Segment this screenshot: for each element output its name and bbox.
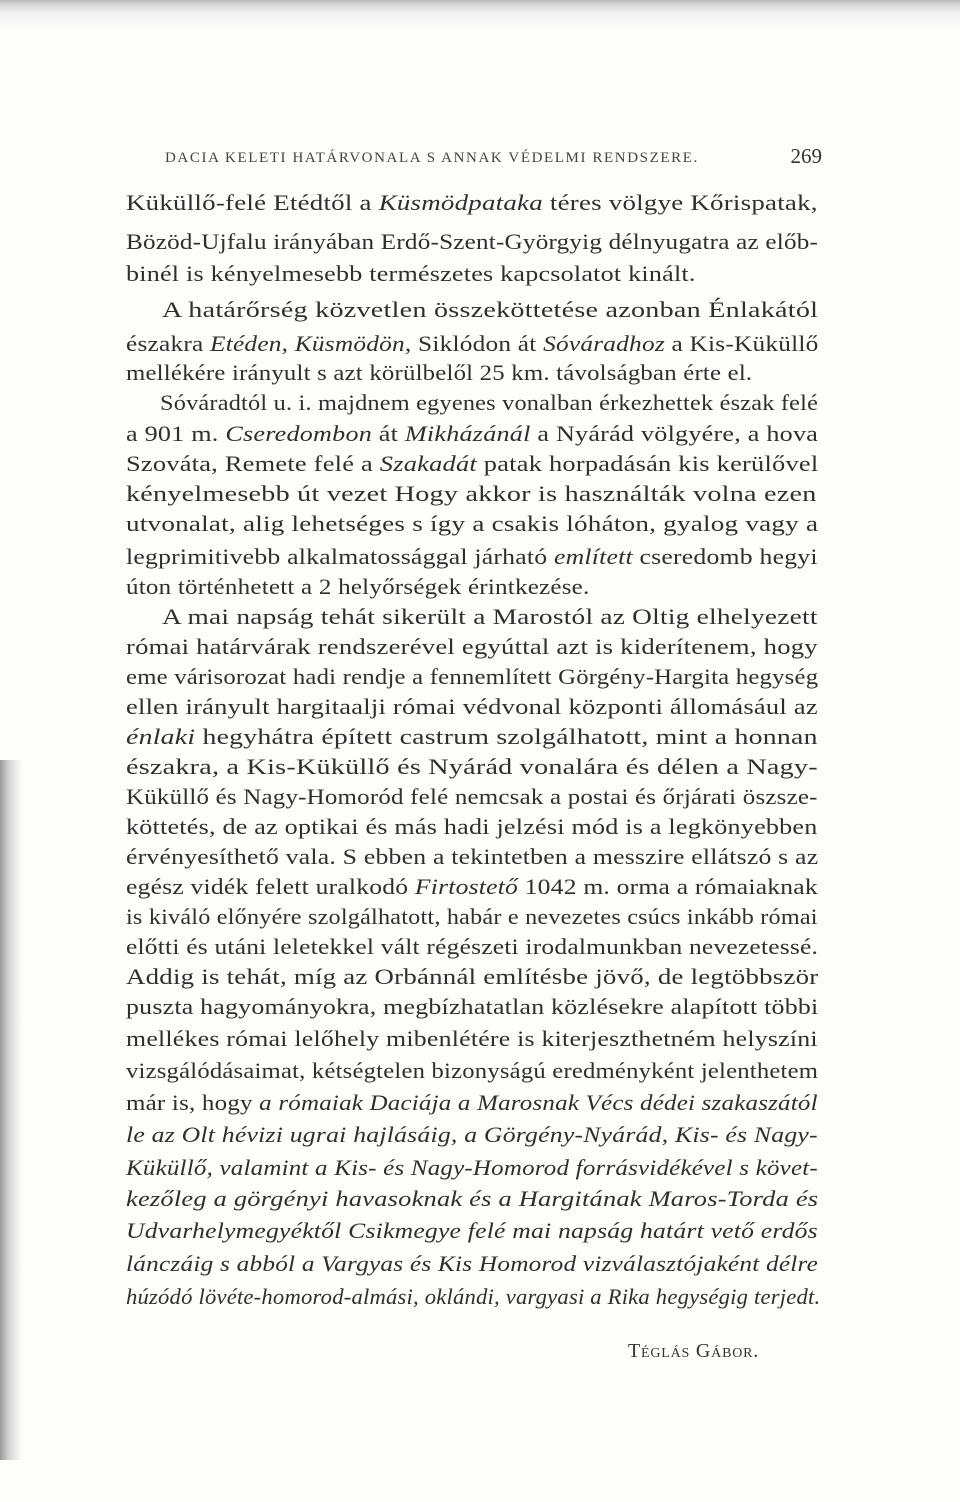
text-line: római határvárak rendszerével egyúttal azt is kiderítenem, hogy [126, 634, 818, 659]
text-line: énlaki hegyhátra épített castrum szolgálhatott, mint a honnan [126, 724, 818, 749]
text-line: A mai napság tehát sikerült a Marostól az Oltig elhelyezett [162, 604, 818, 629]
text-line: érvényesíthető vala. S ebben a tekintetben a messzire ellátszó s az [126, 844, 819, 869]
text-line: előtti és utáni leletekkel vált régészeti irodalmunkban nevezetessé. [126, 934, 819, 959]
text-line: Küküllő-felé Etédtől a Küsmödpataka téres völgye Kőrispatak, [126, 190, 818, 215]
text-line: mellékes római lelőhely mibenlétére is kiterjeszthetném helyszíni [126, 1026, 818, 1051]
text-line: is kiváló előnyére szolgálhatott, habár e nevezetes csúcs inkább római [126, 904, 818, 929]
text-line: Bözöd-Ujfalu irányában Erdő-Szent-Györgyig délnyugatra az előb- [126, 229, 819, 254]
text-line: Küküllő és Nagy-Homoród felé nemcsak a postai és őrjárati öszsze- [126, 784, 818, 809]
text-line: ellen irányult hargitaalji római védvonal központi állomásául az [126, 694, 818, 719]
text-line: eme várisorozat hadi rendje a fennemlített Görgény-Hargita hegység [126, 664, 819, 689]
text-line: a 901 m. Cseredombon át Mikházánál a Nyárád völgyére, a hova [126, 421, 819, 446]
text-line: lánczáig s abból a Vargyas és Kis Homorod vizválasztójaként délre [126, 1251, 819, 1276]
text-line: köttetés, de az optikai és más hadi jelzési mód is a legkönyebben [126, 814, 818, 839]
text-line: kezőleg a görgényi havasoknak és a Hargitának Maros-Torda és [126, 1186, 819, 1211]
scan-top-edge [0, 0, 960, 34]
text-line: legprimitivebb alkalmatossággal járható említett cseredomb hegyi [126, 544, 818, 569]
text-line: északra, a Kis-Küküllő és Nyárád vonalára és délen a Nagy- [126, 754, 818, 779]
text-line: puszta hagyományokra, megbízhatatlan közlésekre alapított többi [126, 994, 819, 1019]
text-line: Udvarhelymegyéktől Csikmegye felé mai napság határt vető erdős [126, 1218, 818, 1243]
text-line: Sóváradtól u. i. majdnem egyenes vonalban érkezhettek észak felé [160, 390, 819, 415]
text-line: már is, hogy a rómaiak Daciája a Marosnak Vécs dédei szakaszától [126, 1090, 818, 1115]
running-head: DACIA KELETI HATÁRVONALA S ANNAK VÉDELMI RENDSZERE. [165, 150, 699, 166]
text-line: le az Olt hévizi ugrai hajlásáig, a Görgény-Nyárád, Kis- és Nagy- [126, 1122, 818, 1147]
author-signature: Téglás Gábor. [628, 1340, 760, 1362]
text-line: binél is kényelmesebb természetes kapcsolatot kinált. [126, 261, 696, 286]
text-line: mellékére irányult s azt körülbelől 25 km. távolságban érte el. [126, 360, 753, 385]
text-line: vizsgálódásaimat, kétségtelen bizonyságú eredményként jelenthetem [126, 1058, 819, 1083]
text-line: Küküllő, valamint a Kis- és Nagy-Homorod forrásvidékével s követ- [126, 1155, 818, 1180]
text-line: északra Etéden, Küsmödön, Siklódon át Sóváradhoz a Kis-Küküllő [126, 331, 819, 356]
page-number: 269 [790, 144, 822, 168]
text-line: Szováta, Remete felé a Szakadát patak horpadásán kis kerülővel [126, 451, 819, 476]
text-line: úton történhetett a 2 helyőrségek érintkezése. [126, 574, 590, 599]
text-line: húzódó lövéte-homorod-almási, oklándi, vargyasi a Rika hegységig terjedt. [126, 1284, 821, 1309]
text-line: utvonalat, alig lehetséges s így a csakis lóháton, gyalog vagy a [126, 511, 819, 536]
text-line: A határőrség közvetlen összeköttetése azonban Énlakától [162, 297, 819, 322]
text-line: Addig is tehát, míg az Orbánnál említésbe jövő, de legtöbbször [126, 964, 819, 989]
scan-left-edge [0, 760, 22, 1460]
text-line: egész vidék felett uralkodó Firtostető 1042 m. orma a rómaiaknak [126, 874, 818, 899]
text-line: kényelmesebb út vezet Hogy akkor is használták volna ezen [126, 481, 817, 506]
